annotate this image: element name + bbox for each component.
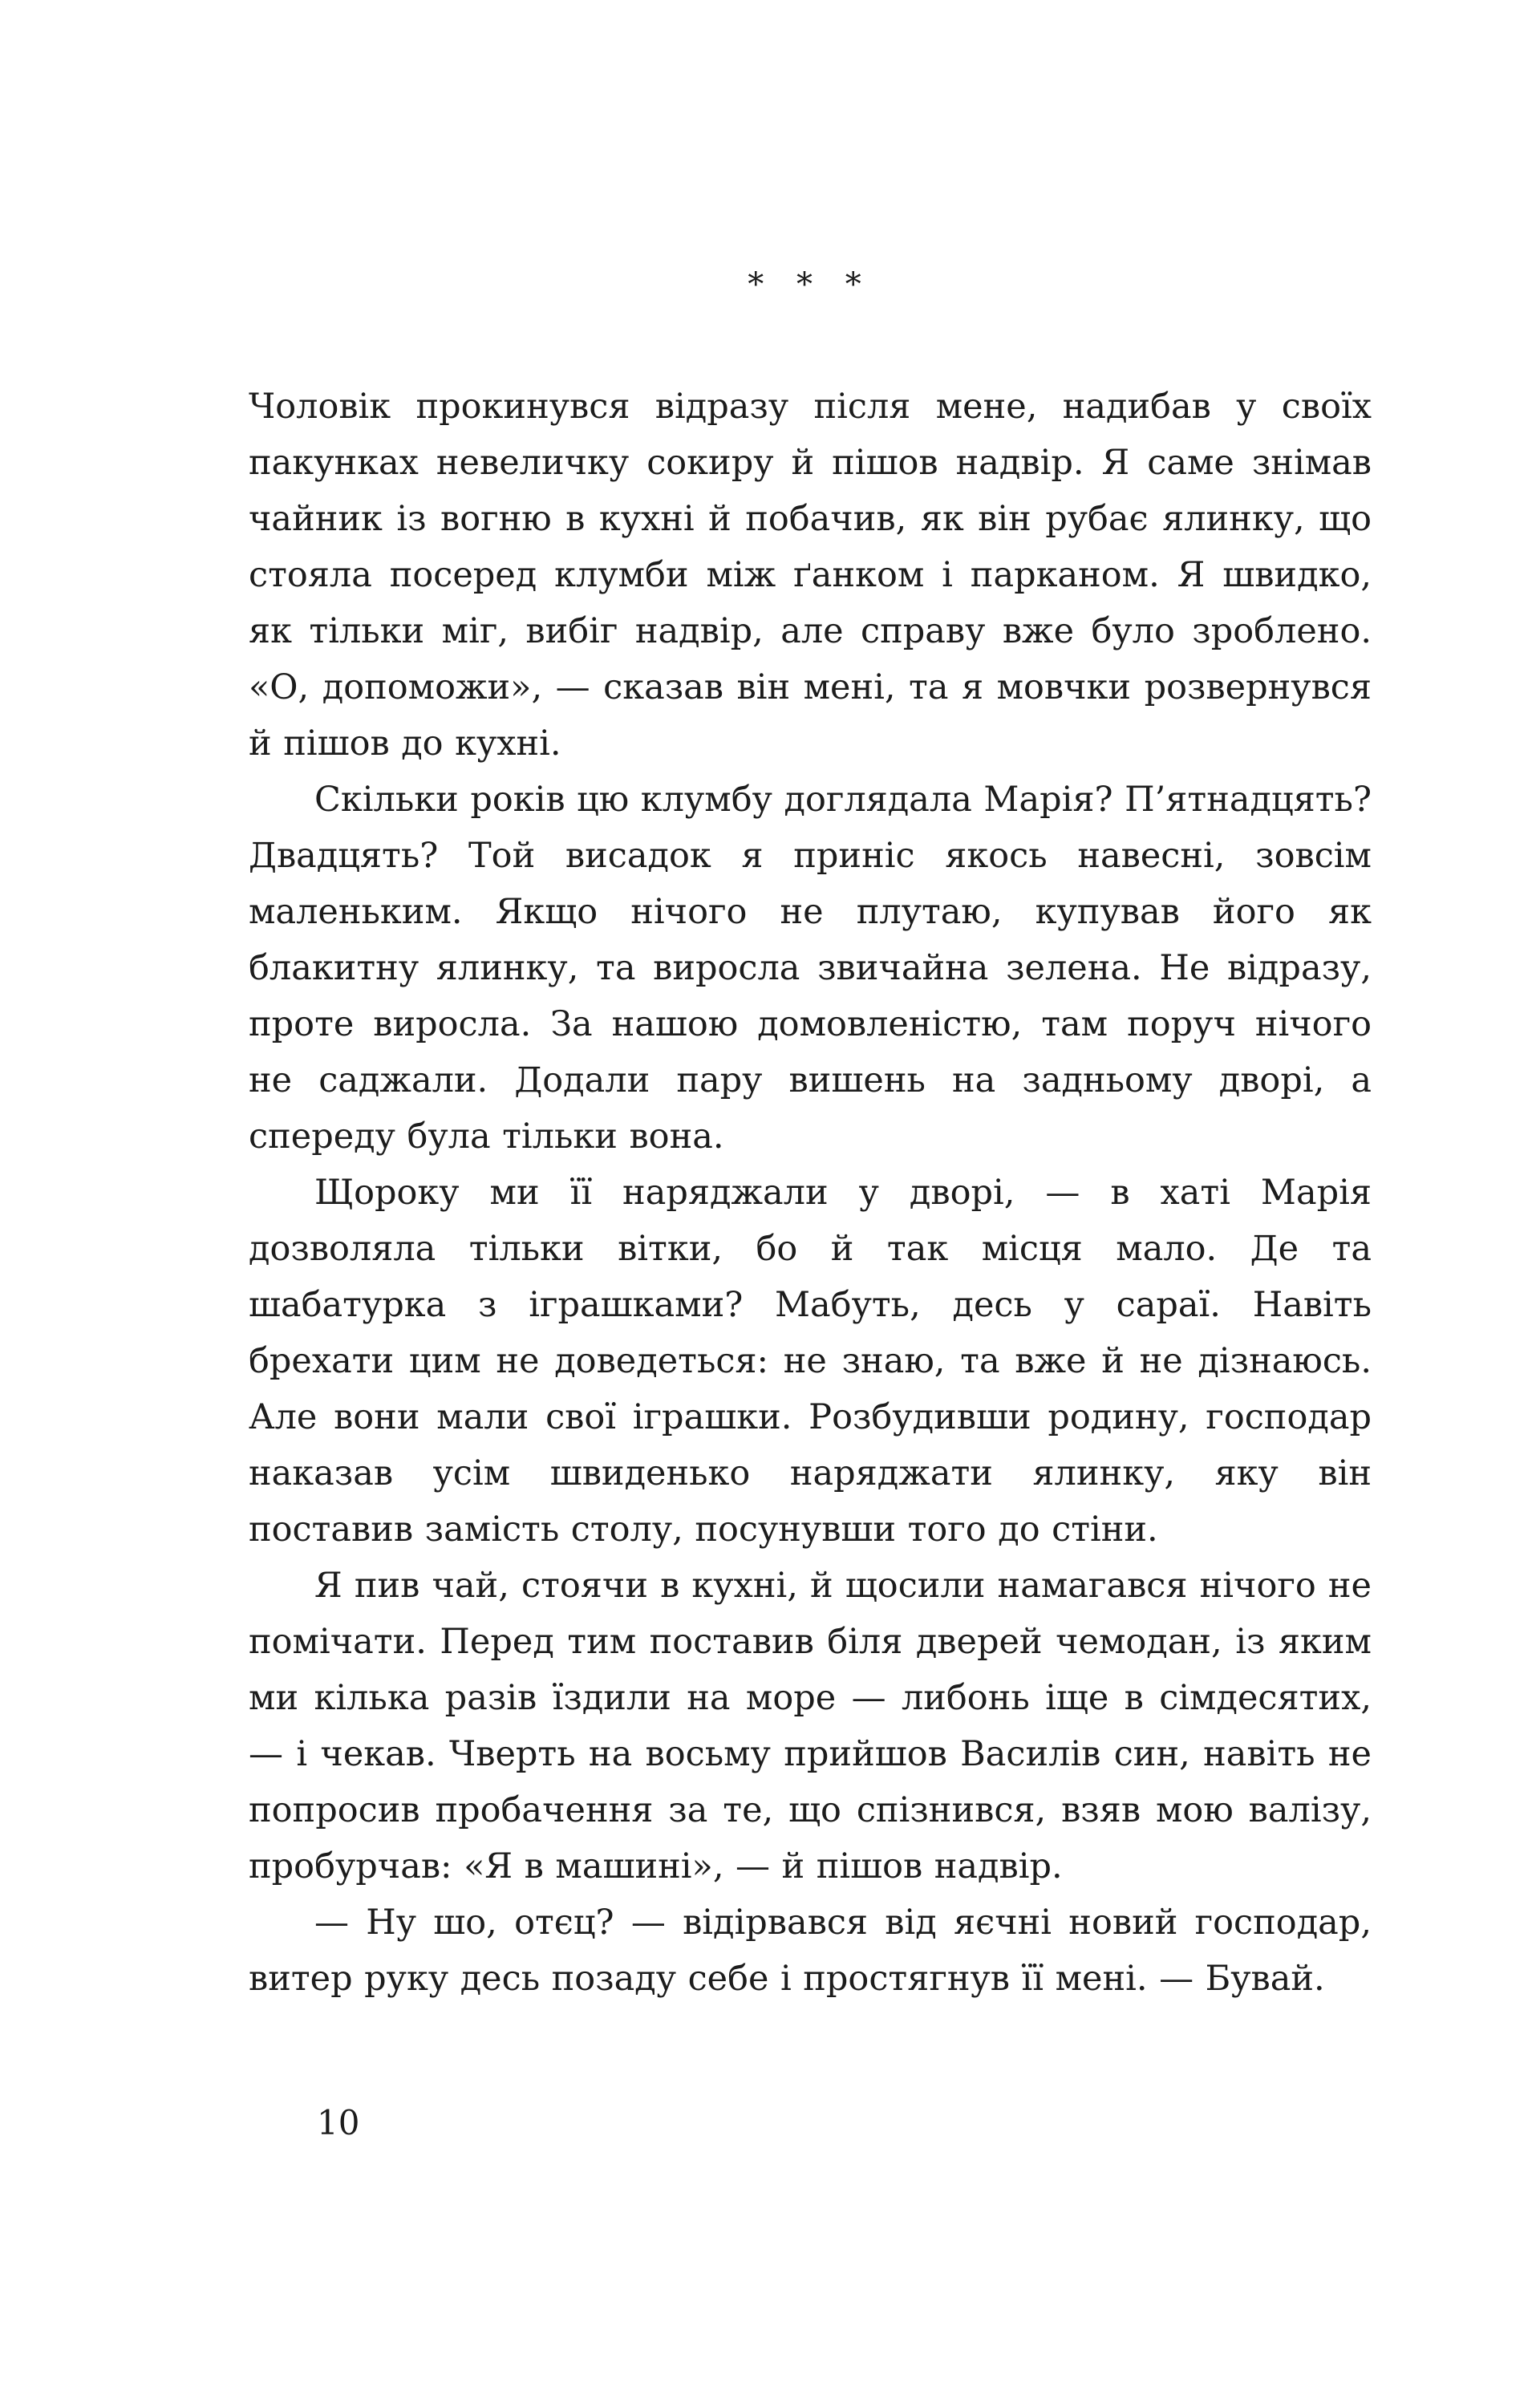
page-number: 10: [317, 2103, 360, 2142]
paragraph: Щороку ми її наряджали у дворі, — в хаті Марія дозволяла тільки вітки, бо й так місця мало. Де та шабатурка з іграшками? Мабуть, десь у сараї. Навіть брехати цим не доведеться: не знаю, та вже й не дізнаюсь. Але вони мали свої іграшки. Розбудивши родину, господар наказав усім швиденько наряджати ялинку, яку він поставив замість столу, посунувши того до стіни.: [249, 1173, 1372, 1550]
section-separator: * * *: [748, 266, 873, 303]
text-block: [249, 0, 1372, 2007]
paragraph: Скільки років цю клумбу доглядала Марія? П’ятнадцять? Двадцять? Той висадок я приніс якось навесні, зовсім маленьким. Якщо нічого не плутаю, купував його як блакитну ялинку, та виросла звичайна зелена. Не відразу, проте виросла. За нашою домовленістю, там поруч нічого не саджали. Додали пару вишень на задньому дворі, а спереду була тільки вона.: [249, 780, 1372, 1157]
paragraph: Я пив чай, стоячи в кухні, й щосили намагався нічого не помічати. Перед тим поставив біля дверей чемодан, із яким ми кілька разів їздили на море — либонь іще в сімдесятих, — і чекав. Чверть на восьму прийшов Василів син, навіть не попросив пробачення за те, що спізнився, взяв мою валізу, пробурчав: «Я в машині», — й пішов надвір.: [249, 1566, 1372, 1886]
paragraph: — Ну шо, отєц? — відірвався від яєчні новий господар, витер руку десь позаду себе і простягнув її мені. — Бувай.: [249, 1903, 1372, 1999]
paragraph: Чоловік прокинувся відразу після мене, надибав у своїх пакунках невеличку сокиру й пішов надвір. Я саме знімав чайник із вогню в кухні й побачив, як він рубає ялинку, що стояла посеред клумби між ґанком і парканом. Я швидко, як тільки міг, вибіг надвір, але справу вже було зроблено. «О, допоможи», — сказав він мені, та я мовчки розвернувся й пішов до кухні.: [249, 387, 1372, 764]
